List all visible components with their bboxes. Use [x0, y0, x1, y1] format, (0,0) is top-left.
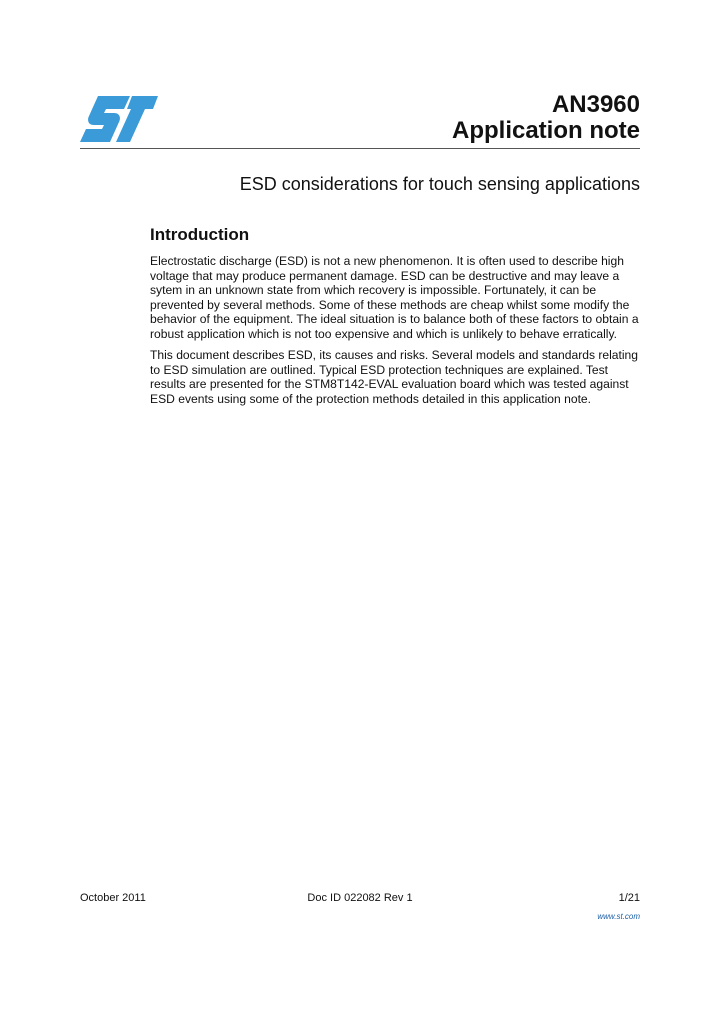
document-title: ESD considerations for touch sensing applications: [239, 174, 640, 194]
footer-doc-id: Doc ID 022082 Rev 1: [307, 892, 413, 904]
document-number: AN3960: [551, 91, 640, 118]
document-type: Application note: [452, 117, 640, 144]
introduction-paragraph-1: Electrostatic discharge (ESD) is not a new phenomenon. It is often used to describe high voltage that may produce permanent damage. ESD can be destructive and may leave a sytem in an unknown state from which recovery is impossible. Fortunately, it can be prevented by several methods. Some of these methods are cheap whilst some modify the behavior of the equipment. The ideal situation is to balance both of these factors to obtain a robust application which is not too expensive and which is unlikely to behave erratically.: [150, 254, 639, 341]
footer-date: October 2011: [80, 892, 146, 904]
introduction-paragraph-2: This document describes ESD, its causes and risks. Several models and standards relating to ESD simulation are outlined. Typical ESD protection techniques are explained. Test results are presented for the STM8T142-EVAL evaluation board which was tested against ESD events using some of the protection methods detailed in this application note.: [150, 348, 639, 406]
footer-website-link[interactable]: www.st.com: [597, 912, 640, 921]
st-logo-icon: [80, 96, 158, 142]
section-heading-introduction: Introduction: [150, 225, 250, 244]
header-divider: [80, 148, 640, 149]
footer-page-number: 1/21: [618, 892, 640, 904]
